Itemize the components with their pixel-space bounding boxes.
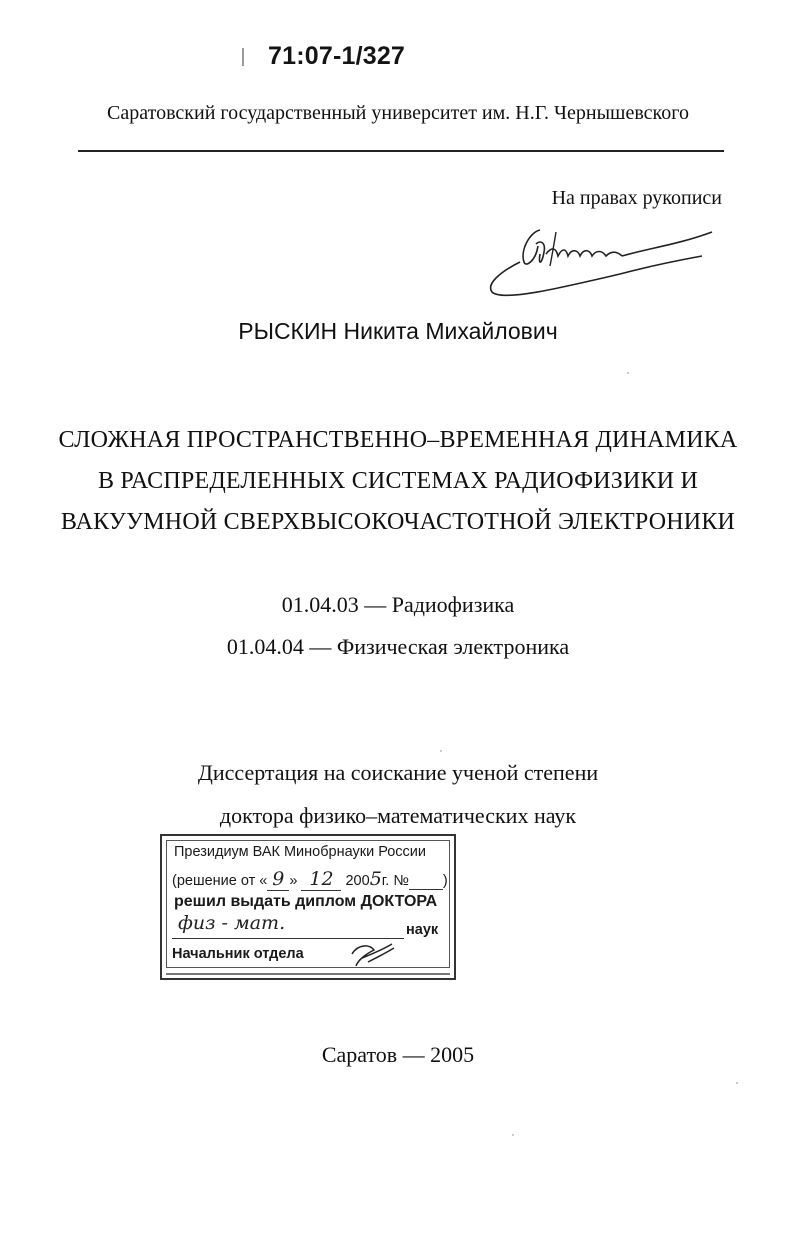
scan-speck — [512, 1134, 514, 1136]
city-year: Саратов — 2005 — [321, 1042, 475, 1067]
stamp-head: Начальник отдела — [172, 946, 304, 962]
year-digit: 5 — [369, 868, 382, 890]
degree-line-2: доктора физико–математических наук — [219, 803, 577, 828]
scan-speck — [627, 372, 629, 374]
header-divider — [78, 150, 724, 152]
decision-month: 12 — [301, 868, 341, 891]
specialty-radiophysics: 01.04.03 — Радиофизика — [281, 592, 515, 617]
stamp-nauk: наук — [406, 922, 439, 938]
margin-mark — [242, 48, 244, 66]
decision-number — [409, 873, 443, 890]
field-handwritten: физ - мат. — [178, 912, 286, 934]
stamp-decision — [172, 868, 448, 891]
scan-speck — [736, 1082, 738, 1084]
stamp-presidium: Президиум ВАК Минобрнауки России — [174, 844, 427, 860]
degree-line-1: Диссертация на соискание ученой степени — [197, 760, 599, 785]
decision-close: ) — [442, 873, 448, 889]
title-line: В РАСПРЕДЕЛЕННЫХ СИСТЕМАХ РАДИОФИЗИКИ И — [97, 468, 699, 494]
year-prefix: 200 — [345, 873, 370, 889]
field-line — [172, 912, 404, 939]
scan-speck — [440, 750, 442, 752]
specialty-physical-electronics: 01.04.04 — Физическая электроника — [226, 634, 570, 659]
title-line: СЛОЖНАЯ ПРОСТРАНСТВЕННО–ВРЕМЕННАЯ ДИНАМИКА — [58, 427, 738, 453]
university-name: Саратовский государственный университет им. Н.Г. Чернышевского — [107, 102, 689, 124]
dissertation-title — [0, 420, 796, 543]
decision-prefix: (решение от « — [172, 873, 268, 889]
quote-close: » — [289, 873, 298, 889]
head-signature-icon — [348, 940, 400, 970]
stamp-bottom-rule — [166, 973, 450, 975]
decision-day: 9 — [267, 868, 289, 891]
catalog-code: 71:07-1/327 — [268, 42, 406, 70]
title-line: ВАКУУМНОЙ СВЕРХВЫСОКОЧАСТОТНОЙ ЭЛЕКТРОНИКИ — [60, 509, 736, 535]
author-name: РЫСКИН Никита Михайлович — [238, 318, 558, 344]
manuscript-rights-note: На правах рукописи — [551, 187, 722, 209]
author-signature-icon — [480, 210, 720, 305]
vak-stamp — [160, 834, 456, 980]
stamp-decided: решил выдать диплом ДОКТОРА — [174, 893, 438, 910]
number-label: г. № — [381, 873, 409, 889]
